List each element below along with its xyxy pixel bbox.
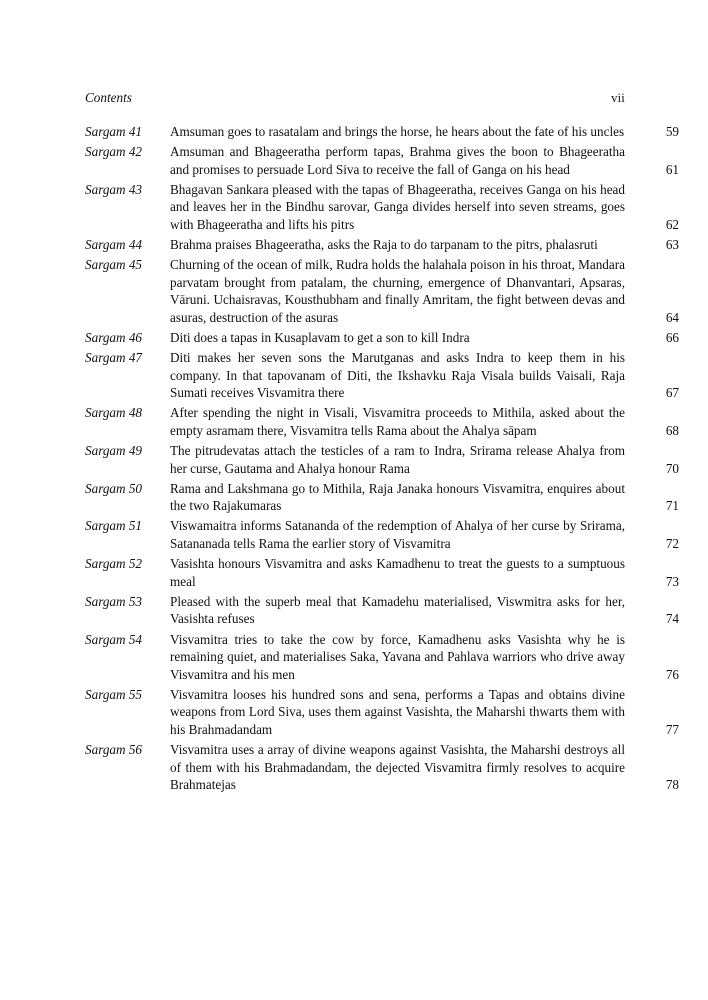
- toc-entry[interactable]: [85, 593, 679, 628]
- toc-entry-page-number: 62: [665, 216, 679, 232]
- toc-entry[interactable]: [85, 631, 679, 684]
- toc-entry-page-number: 59: [665, 124, 679, 139]
- toc-entry-page-number: 64: [665, 309, 679, 325]
- toc-entry[interactable]: [85, 143, 679, 178]
- toc-entry-body: [170, 631, 679, 684]
- toc-entry-label: Sargam 45: [85, 257, 143, 273]
- toc-entry[interactable]: [85, 236, 679, 254]
- toc-entry-body: [170, 256, 679, 326]
- toc-entry-description: Viswamaitra informs Satananda of the redemption of Ahalya of her curse by Srirama, Satananada tells Rama the earlier story of Visvamitra: [170, 518, 625, 552]
- toc-entry[interactable]: [85, 741, 679, 794]
- toc-entry-label: Sargam 42: [85, 144, 143, 160]
- toc-entry-description: Pleased with the superb meal that Kamadehu materialised, Viswmitra asks for her, Vasishta refuses: [170, 593, 625, 627]
- toc-entry-body: [170, 686, 679, 739]
- toc-entry-label: Sargam 50: [85, 480, 143, 496]
- toc-entry-description: Diti makes her seven sons the Marutganas and asks Indra to keep them in his company. In that tapovanam of Diti, the Ikshavku Raja Visala builds Vaisali, Raja Sumati receives Visvamitra there: [170, 350, 625, 401]
- toc-entry-description: Rama and Lakshmana go to Mithila, Raja Janaka honours Visvamitra, enquires about the two Rajakumaras: [170, 480, 625, 514]
- toc-entry-body: [170, 741, 679, 794]
- toc-entry[interactable]: [85, 404, 679, 439]
- toc-entry[interactable]: [85, 329, 679, 347]
- toc-entry-label: Sargam 43: [85, 181, 143, 197]
- toc-entry[interactable]: [85, 686, 679, 739]
- toc-entry-body: [170, 555, 679, 590]
- toc-entry-page-number: 73: [665, 573, 679, 589]
- toc-entry[interactable]: [85, 181, 679, 234]
- toc-entry-page-number: 63: [665, 237, 679, 253]
- toc-entry-label: Sargam 56: [85, 742, 143, 758]
- toc-entry-page-number: 78: [665, 777, 679, 793]
- toc-entry-body: [170, 442, 679, 477]
- toc-entry[interactable]: [85, 349, 679, 402]
- toc-entry[interactable]: [85, 256, 679, 326]
- toc-entry-body: [170, 143, 679, 178]
- toc-entry-label: Sargam 52: [85, 556, 143, 572]
- toc-entry-page-number: 76: [665, 666, 679, 682]
- table-of-contents: [85, 123, 679, 796]
- toc-entry-description: Diti does a tapas in Kusaplavam to get a son to kill Indra: [170, 330, 470, 346]
- toc-entry-body: [170, 517, 679, 552]
- toc-entry-page-number: 68: [665, 423, 679, 438]
- toc-entry-body: [170, 593, 679, 628]
- running-head: [85, 90, 625, 106]
- toc-entry-label: Sargam 41: [85, 124, 143, 139]
- running-head-title: Contents: [85, 90, 132, 105]
- toc-entry-page-number: 67: [665, 385, 679, 401]
- toc-entry-label: Sargam 54: [85, 631, 143, 647]
- toc-entry-body: [170, 329, 679, 347]
- toc-entry-body: [170, 181, 679, 234]
- toc-entry-label: Sargam 46: [85, 330, 143, 346]
- toc-entry-label: Sargam 47: [85, 350, 143, 366]
- toc-entry-label: Sargam 53: [85, 593, 143, 609]
- toc-entry-page-number: 70: [665, 460, 679, 476]
- toc-entry-description: The pitrudevatas attach the testicles of a ram to Indra, Srirama release Ahalya from her curse, Gautama and Ahalya honour Rama: [170, 443, 625, 476]
- toc-entry[interactable]: [85, 123, 679, 141]
- toc-entry-description: Visvamitra uses a array of divine weapons against Vasishta, the Maharshi destroys all of them with his Brahmadandam, the dejected Visvamitra firmly resolves to acquire Brahmatejas: [170, 742, 625, 793]
- toc-entry-description: Brahma praises Bhageeratha, asks the Raja to do tarpanam to the pitrs, phalasruti: [170, 237, 598, 253]
- toc-entry-label: Sargam 55: [85, 686, 143, 702]
- toc-entry[interactable]: [85, 480, 679, 515]
- toc-entry-body: [170, 349, 679, 402]
- toc-entry-body: [170, 123, 679, 141]
- toc-entry-description: Bhagavan Sankara pleased with the tapas of Bhageeratha, receives Ganga on his head and leaves her in the Bindhu sarovar, Ganga divides herself into seven streams, goes with Bhageeratha and lifts his pitrs: [170, 181, 625, 232]
- toc-entry[interactable]: [85, 517, 679, 552]
- toc-entry-description: After spending the night in Visali, Visvamitra proceeds to Mithila, asked about the empty asramam there, Visvamitra tells Rama about the Ahalya sāpam: [170, 405, 625, 438]
- toc-entry[interactable]: [85, 555, 679, 590]
- toc-entry-description: Visvamitra looses his hundred sons and sena, performs a Tapas and obtains divine weapons from Lord Siva, uses them against Vasishta, the Maharshi thwarts them with his Brahmadandam: [170, 686, 625, 737]
- toc-entry-page-number: 77: [665, 722, 679, 737]
- toc-entry-page-number: 72: [665, 536, 679, 552]
- toc-entry-label: Sargam 44: [85, 237, 143, 253]
- toc-entry-page-number: 66: [665, 330, 679, 346]
- toc-entry-body: [170, 480, 679, 515]
- toc-entry[interactable]: [85, 442, 679, 477]
- toc-entry-label: Sargam 48: [85, 405, 143, 421]
- toc-entry-page-number: 61: [665, 161, 679, 177]
- toc-entry-description: Amsuman and Bhageeratha perform tapas, Brahma gives the boon to Bhageeratha and promises to persuade Lord Siva to receive the fall of Ganga on his head: [170, 144, 625, 177]
- toc-entry-body: [170, 236, 679, 254]
- toc-entry-description: Churning of the ocean of milk, Rudra holds the halahala poison in his throat, Mandara parvatam brought from patalam, the churning, emergence of Dhanvantari, Apsaras, Vāruni. Uchaisravas, Kousthubham and finally Amritam, the fight between devas and asuras, destruction of the asuras: [170, 257, 625, 325]
- toc-entry-label: Sargam 51: [85, 518, 143, 534]
- toc-entry-label: Sargam 49: [85, 443, 143, 459]
- toc-entry-page-number: 71: [665, 498, 679, 514]
- running-head-folio: vii: [611, 91, 625, 105]
- toc-entry-description: Vasishta honours Visvamitra and asks Kamadhenu to treat the guests to a sumptuous meal: [170, 556, 625, 589]
- toc-entry-description: Amsuman goes to rasatalam and brings the horse, he hears about the fate of his uncles: [170, 124, 625, 139]
- toc-entry-body: [170, 404, 679, 439]
- toc-entry-description: Visvamitra tries to take the cow by force, Kamadhenu asks Vasishta why he is remaining quiet, and materialises Saka, Yavana and Pahlava warriors who drive away Visvamitra and his men: [170, 631, 625, 682]
- toc-entry-page-number: 74: [665, 611, 679, 627]
